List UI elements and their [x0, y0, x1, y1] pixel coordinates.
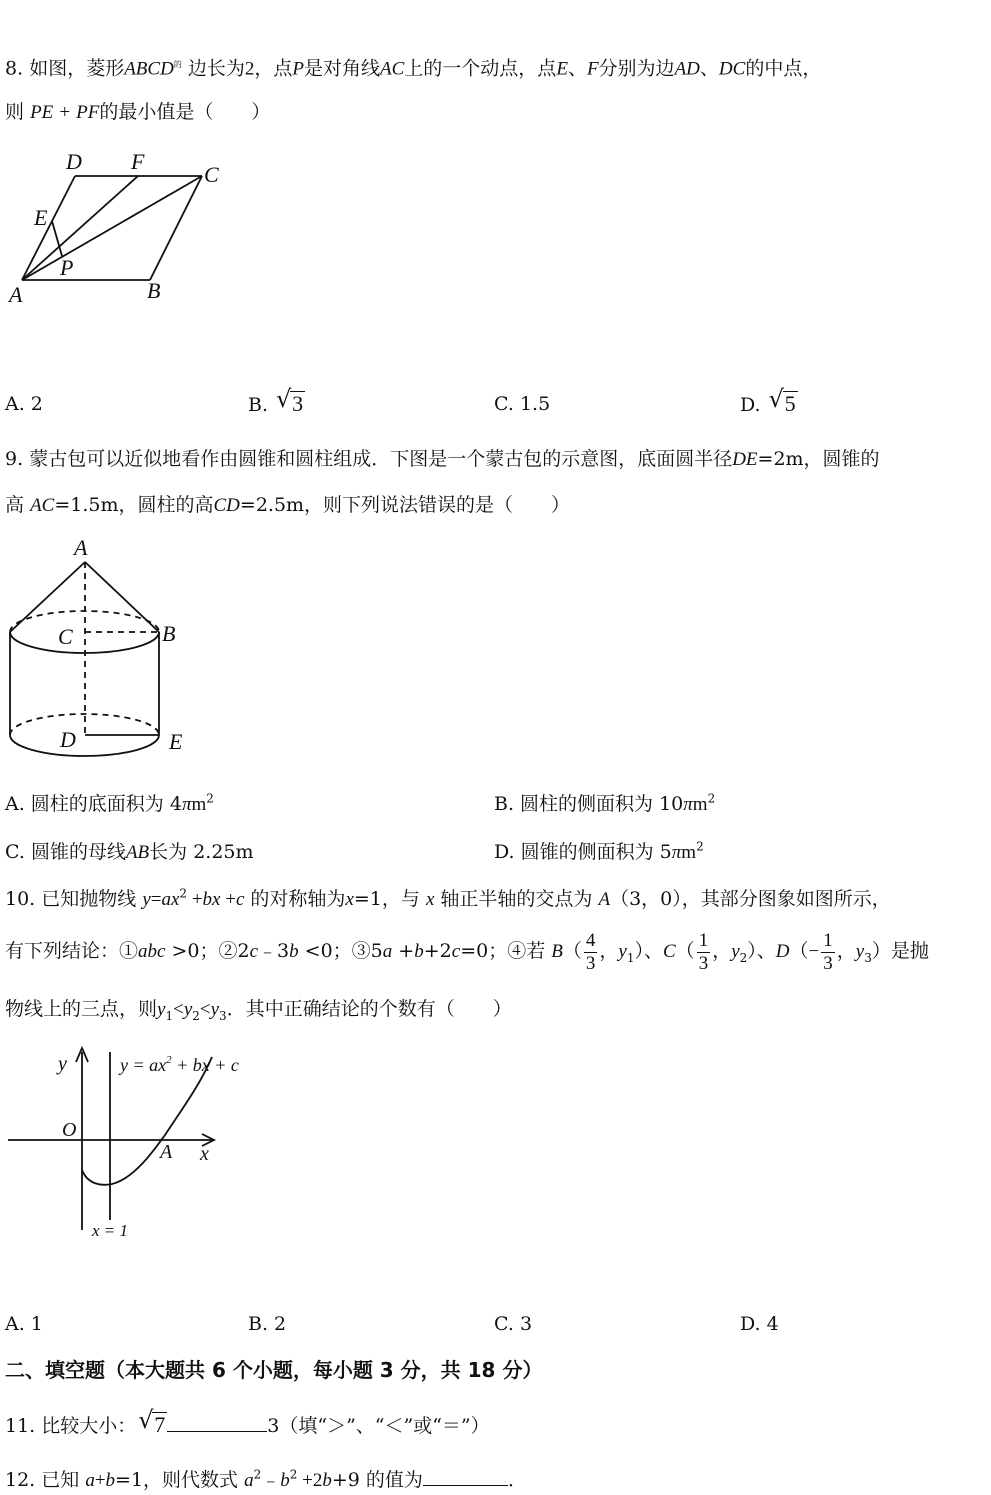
- q9-option-a-text: A. 圆柱的底面积为 4: [5, 793, 182, 815]
- q8-label-a: A: [9, 282, 23, 307]
- q11-sqrt: [138, 1406, 167, 1439]
- q12-line: [5, 1467, 527, 1494]
- q10-text: （: [562, 940, 582, 962]
- fraction-denominator: 3: [585, 952, 596, 974]
- q10-option-c[interactable]: [494, 1311, 532, 1337]
- q12-text: 已知: [41, 1469, 80, 1491]
- q10-label-a: A: [160, 1141, 173, 1163]
- q8-label-c: C: [204, 162, 219, 187]
- q10-axis-label: x = 1: [92, 1221, 129, 1240]
- q11-line: [5, 1406, 490, 1439]
- q12-square: 2: [253, 1467, 262, 1482]
- q9-option-b-unit: m: [692, 794, 708, 815]
- q9-option-b-pi: π: [683, 794, 693, 815]
- q8-text: 分别为边: [598, 57, 675, 80]
- q9-option-c[interactable]: [5, 839, 254, 866]
- q12-number: 12.: [5, 1469, 36, 1491]
- q8-text: 边长为: [187, 57, 245, 80]
- q10-point-c: C: [662, 941, 676, 962]
- q10-text: =0；④若: [460, 940, 546, 962]
- q8-label-e: E: [34, 205, 48, 230]
- q9-text: 高: [5, 494, 25, 516]
- q10-fraction-d: [821, 930, 835, 975]
- q9-option-c-text: C. 圆锥的母线: [5, 841, 126, 863]
- q8-option-d[interactable]: [740, 385, 798, 418]
- q11-text: 比较大小：: [41, 1415, 137, 1437]
- q10-x: x: [345, 889, 354, 910]
- q10-c: c: [235, 889, 245, 910]
- q12-period: ．: [507, 1469, 527, 1491]
- q10-fraction-b: [584, 930, 598, 975]
- q9-line-2: [5, 492, 570, 519]
- q9-option-a[interactable]: [5, 791, 214, 818]
- q10-label-y: y: [58, 1053, 67, 1075]
- q10-y2: y: [183, 999, 193, 1020]
- q11-text-2: 3（填“＞”、“＜”或“＝”）: [267, 1415, 490, 1437]
- q9-de: DE: [732, 449, 758, 470]
- q10-subscript: 1: [165, 1008, 174, 1023]
- q12-text: +9 的值为: [331, 1469, 423, 1491]
- q10-y3: y: [855, 941, 865, 962]
- q11-radicand: 7: [154, 1412, 166, 1437]
- q9-label-d: D: [60, 727, 76, 752]
- q9-option-b-square: 2: [707, 791, 716, 806]
- q10-text: ）、: [747, 940, 776, 962]
- q10-y2: y: [731, 941, 740, 962]
- q10-c: c: [249, 941, 259, 962]
- q10-plus: +: [187, 889, 203, 910]
- sqrt-sign-icon: √: [768, 385, 784, 413]
- q10-line-1: [5, 886, 891, 913]
- q12-answer-blank[interactable]: [423, 1485, 508, 1486]
- q9-text: =2.5m，则下列说法错误的是（ ）: [239, 494, 571, 516]
- q10-y3: y: [210, 999, 220, 1020]
- q10-text: ，: [836, 940, 856, 962]
- q10-subscript: 3: [219, 1008, 227, 1023]
- q8-tiny-mark: 的: [173, 60, 182, 69]
- q9-text: 蒙古包可以近似地看作由圆锥和圆柱组成．下图是一个蒙古包的示意图，底面圆半径: [29, 448, 733, 470]
- q8-side-length: 2: [244, 58, 255, 80]
- q10-label-x: x: [200, 1143, 209, 1165]
- q10-line-3: [5, 996, 512, 1023]
- q9-option-a-pi: π: [181, 794, 192, 815]
- q8-line-2: [5, 99, 270, 126]
- q10-text: +: [392, 940, 415, 962]
- q10-y: y: [142, 889, 151, 910]
- q10-bx: bx: [202, 889, 221, 910]
- q10-subscript: 3: [864, 950, 872, 965]
- q8-option-d-label: D.: [740, 394, 761, 416]
- q10-text: ﹣3: [258, 940, 290, 962]
- q11-number: 11.: [5, 1415, 36, 1437]
- q9-option-d-square: 2: [696, 839, 704, 854]
- q10-b: b: [289, 941, 299, 962]
- fraction-numerator: 1: [823, 929, 833, 951]
- q9-option-d-text: D. 圆锥的侧面积为 5: [494, 841, 672, 863]
- q9-label-e: E: [169, 729, 183, 754]
- q12-b: b: [322, 1470, 332, 1491]
- q10-text: （: [789, 940, 809, 962]
- q8-ac: AC: [380, 58, 405, 80]
- q10-less-than: <: [199, 999, 211, 1020]
- q8-point-p: P: [292, 58, 304, 80]
- q9-ac: AC: [30, 495, 55, 516]
- q8-ad: AD: [674, 58, 700, 80]
- q10-curve-equation-tail: + bx + c: [171, 1055, 239, 1075]
- q10-c: c: [451, 941, 461, 962]
- q12-minus: ﹣: [261, 1470, 281, 1491]
- q10-eq: =: [150, 889, 162, 910]
- q10-point-b: B: [551, 941, 563, 962]
- q10-text: 有下列结论：①: [5, 940, 139, 962]
- q8-point-e: E: [556, 58, 568, 80]
- q12-a: a: [85, 1470, 95, 1491]
- q10-text: ，: [712, 940, 732, 962]
- q10-y1: y: [157, 999, 166, 1020]
- q8-dc: DC: [718, 58, 746, 80]
- q8-text: 则: [5, 101, 25, 123]
- q12-text: +2: [297, 1470, 323, 1491]
- q10-curve-equation: [118, 1054, 239, 1075]
- q8-text: 、: [567, 57, 587, 80]
- q10-text: ）、: [634, 940, 663, 962]
- section-2-title: 二、填空题（本大题共 6 个小题，每小题 3 分，共 18 分）: [5, 1358, 543, 1382]
- q10-text: >0；②2: [165, 940, 250, 962]
- q10-point-d: D: [775, 941, 790, 962]
- q10-option-b[interactable]: [248, 1311, 286, 1337]
- q8-label-f: F: [131, 149, 145, 174]
- q12-b: b: [280, 1470, 290, 1491]
- q10-a: a: [382, 941, 393, 962]
- q8-rhombus-figure: [0, 145, 240, 310]
- fraction-denominator: 3: [823, 952, 833, 974]
- q10-subscript: 2: [739, 950, 748, 965]
- q10-point-a: A: [598, 889, 611, 910]
- q9-text: =2m，圆锥的: [757, 448, 880, 470]
- q10-plus: +: [220, 889, 236, 910]
- q8-option-a-text: A. 2: [5, 393, 43, 415]
- q10-text: 已知抛物线: [41, 888, 137, 910]
- q10-text: =1，与: [353, 888, 420, 910]
- q9-line-1: [5, 446, 880, 473]
- q8-option-b-radicand: 3: [292, 391, 304, 416]
- q10-ax: ax: [161, 889, 180, 910]
- q8-option-d-radicand: 5: [784, 391, 796, 416]
- q8-text: 上的一个动点，点: [404, 57, 557, 80]
- q10-line-2: [5, 926, 929, 980]
- q9-option-b[interactable]: [494, 791, 715, 818]
- q10-number: 10.: [5, 888, 36, 910]
- q10-y1: y: [618, 941, 627, 962]
- q8-label-d: D: [66, 149, 82, 174]
- q10-text: +2: [423, 940, 452, 962]
- q10-text: ．其中正确结论的个数有（ ）: [226, 998, 512, 1020]
- q9-option-b-text: B. 圆柱的侧面积为 10: [494, 793, 684, 815]
- q12-a: a: [244, 1470, 254, 1491]
- q12-square: 2: [289, 1467, 298, 1482]
- q10-fraction-c: [697, 930, 711, 975]
- q8-text: 的中点，: [745, 57, 822, 80]
- q8-label-p: P: [60, 255, 74, 280]
- q9-option-a-square: 2: [206, 791, 214, 806]
- q8-option-d-sqrt: [768, 385, 798, 418]
- q10-curve-equation-sup: 2: [166, 1054, 172, 1066]
- q9-option-d-pi: π: [671, 842, 682, 863]
- q9-cd: CD: [213, 495, 240, 516]
- q10-option-a-text: A. 1: [5, 1313, 43, 1335]
- q10-option-d[interactable]: [740, 1311, 779, 1337]
- q10-text: 的对称轴为: [250, 888, 346, 910]
- q8-abcd: ABCD: [124, 58, 174, 80]
- q8-option-b-sqrt: [276, 385, 305, 418]
- q10-b: b: [414, 941, 424, 962]
- fraction-numerator: 1: [698, 929, 709, 951]
- q11-answer-blank[interactable]: [167, 1431, 267, 1432]
- q9-option-c-ab: AB: [125, 842, 150, 863]
- q8-text: 、: [699, 57, 719, 80]
- q9-label-a: A: [74, 535, 88, 560]
- q8-text: 如图，菱形: [29, 57, 125, 80]
- fraction-numerator: 4: [585, 929, 596, 951]
- sqrt-sign-icon: √: [276, 385, 292, 413]
- q8-pf: PF: [76, 102, 100, 123]
- q8-option-a[interactable]: [5, 391, 43, 417]
- q10-text: 轴正半轴的交点为: [440, 888, 593, 910]
- q8-text: 的最小值是（ ）: [99, 101, 271, 123]
- q10-subscript: 1: [626, 950, 635, 965]
- q8-option-c[interactable]: [494, 391, 550, 417]
- q9-option-d[interactable]: [494, 839, 704, 866]
- q12-plus: +: [94, 1470, 106, 1491]
- q10-text: ，: [599, 940, 619, 962]
- q10-text: （: [675, 940, 695, 962]
- q10-text: 物线上的三点，则: [5, 998, 158, 1020]
- q10-curve-equation-main: y = ax: [120, 1055, 167, 1075]
- q10-option-a[interactable]: [5, 1311, 43, 1337]
- q8-plus: +: [59, 102, 71, 123]
- q10-text: ）是抛: [871, 940, 929, 962]
- q8-option-c-text: C. 1.5: [494, 393, 551, 415]
- q8-option-b-label: B.: [248, 394, 269, 416]
- q9-option-a-unit: m: [191, 794, 207, 815]
- q10-minus: −: [808, 941, 820, 962]
- q12-b: b: [105, 1470, 116, 1491]
- q10-parabola-figure: [0, 1040, 270, 1250]
- q9-option-c-text-2: 长为 2.25m: [149, 841, 254, 863]
- q10-subscript: 2: [192, 1008, 200, 1023]
- q10-label-o: O: [62, 1119, 77, 1141]
- sqrt-sign-icon: √: [138, 1406, 154, 1434]
- q10-less-than: <: [173, 999, 184, 1020]
- q10-option-d-text: D. 4: [740, 1313, 779, 1335]
- q9-label-c: C: [58, 624, 73, 649]
- q9-yurt-figure: [0, 535, 200, 760]
- q10-square: 2: [179, 886, 188, 901]
- q10-text: （3，0），其部分图象如图所示，: [610, 888, 891, 910]
- q8-point-f: F: [586, 58, 599, 80]
- q9-option-d-unit: m: [681, 842, 697, 863]
- q8-pe: PE: [30, 102, 54, 123]
- q10-option-c-text: C. 3: [494, 1313, 533, 1335]
- q8-option-b[interactable]: [248, 385, 305, 418]
- q10-text: <0；③5: [298, 940, 383, 962]
- q9-number: 9.: [5, 448, 24, 470]
- q8-text: 是对角线: [304, 57, 381, 80]
- q10-x: x: [425, 889, 435, 910]
- q9-label-b: B: [162, 621, 176, 646]
- q8-line-1: [5, 52, 821, 82]
- q8-number: 8.: [5, 57, 24, 80]
- q12-text: =1，则代数式: [115, 1469, 239, 1491]
- q8-label-b: B: [147, 278, 161, 303]
- q8-text: ，点: [254, 57, 293, 80]
- fraction-denominator: 3: [698, 952, 709, 974]
- q10-option-b-text: B. 2: [248, 1313, 287, 1335]
- q9-text: =1.5m，圆柱的高: [54, 494, 214, 516]
- q10-abc: abc: [138, 941, 166, 962]
